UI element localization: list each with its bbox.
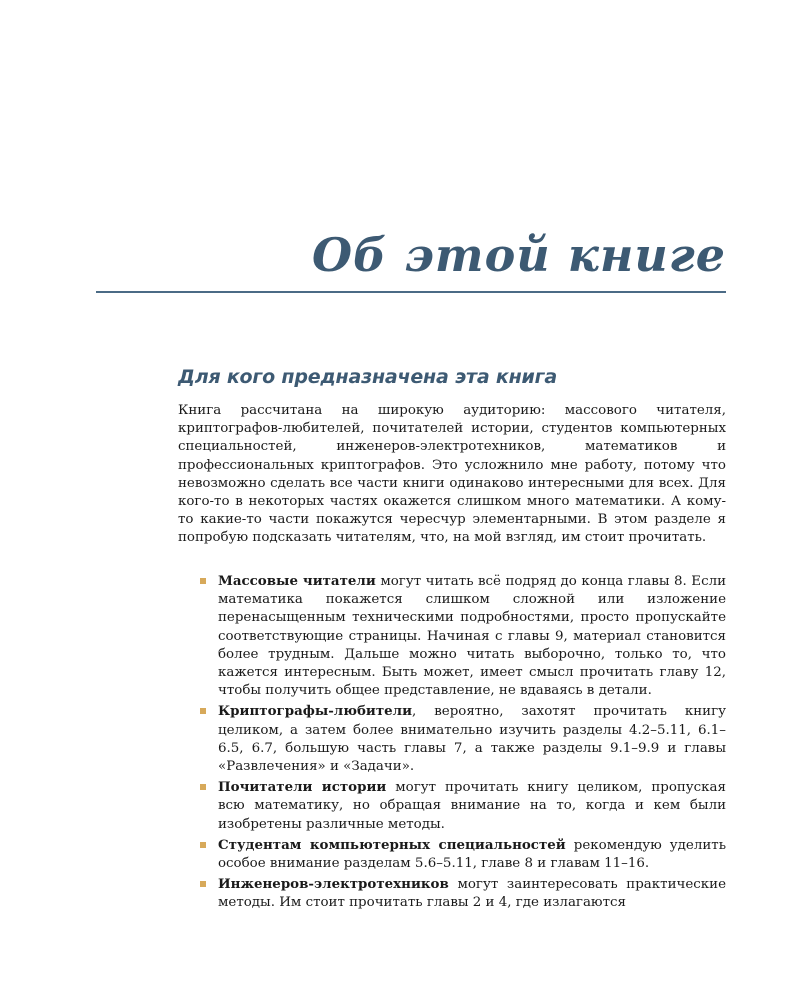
title-divider [96,291,726,293]
audience-list [200,572,726,915]
bullet-square-icon [200,881,206,887]
audience-description: могут читать всё подряд до конца главы 8. Если математика покажется слишком сложной или изложение перенасыщенным техническими подробностями, просто пропускайте соответствующие страницы. Начиная с главы 9, материал становится более трудным. Дальше можно читать выборочно, только то, что кажется интересным. Быть может, имеет смысл прочитать главу 12, чтобы получить общее представление, не вдаваясь в детали. [218,574,727,699]
intro-paragraph: Книга рассчитана на широкую аудиторию: массового читателя, криптографов-любителей, почитателей истории, студентов компьютерных специальностей, инженеров-электротехников, математиков и профессиональных криптографов. Это усложнило мне работу, потому что невозможно сделать все части книги одинаково интересными для всех. Для кого-то в некоторых частях окажется слишком много математики. А кому-то какие-то части покажутся чересчур элементарными. В этом разделе я попробую подсказать читателям, что, на мой взгляд, им стоит прочитать. [178,403,726,546]
list-item [200,778,726,834]
list-item [200,875,726,912]
audience-term: Массовые читатели [218,573,376,589]
chapter-title: Об этой книге [311,228,726,282]
audience-description: могут заинтересовать практические методы. Им стоит прочитать главы 2 и 4, где излагаются [218,877,726,911]
audience-term: Криптографы-любители [218,703,413,720]
bullet-square-icon [200,708,206,714]
bullet-square-icon [200,578,206,584]
list-item [200,836,726,873]
bullet-square-icon [200,842,206,848]
audience-description: могут прочитать книгу целиком, пропуская всю математику, но обращая внимание на то, когда и кем были изобретены различные методы. [218,780,726,832]
audience-description: рекомендую уделить особое внимание разделам 5.6–5.11, главе 8 и главам 11–16. [218,837,726,872]
bullet-square-icon [200,784,206,790]
audience-description: , вероятно, захотят прочитать книгу целиком, а затем более внимательно изучить разделы 4.2–5.11, 6.1–6.5, 6.7, большую часть главы 7, а также разделы 9.1–9.9 и главы «Развлечения» и «Задачи». [218,704,726,775]
list-item [200,702,726,776]
section-heading: Для кого предназначена эта книга [178,366,557,388]
audience-term: Почитатели истории [218,779,387,796]
audience-term: Студентам компьютерных специальностей [218,836,566,853]
audience-term: Инженеров-электротехников [218,876,449,893]
list-item [200,572,726,700]
